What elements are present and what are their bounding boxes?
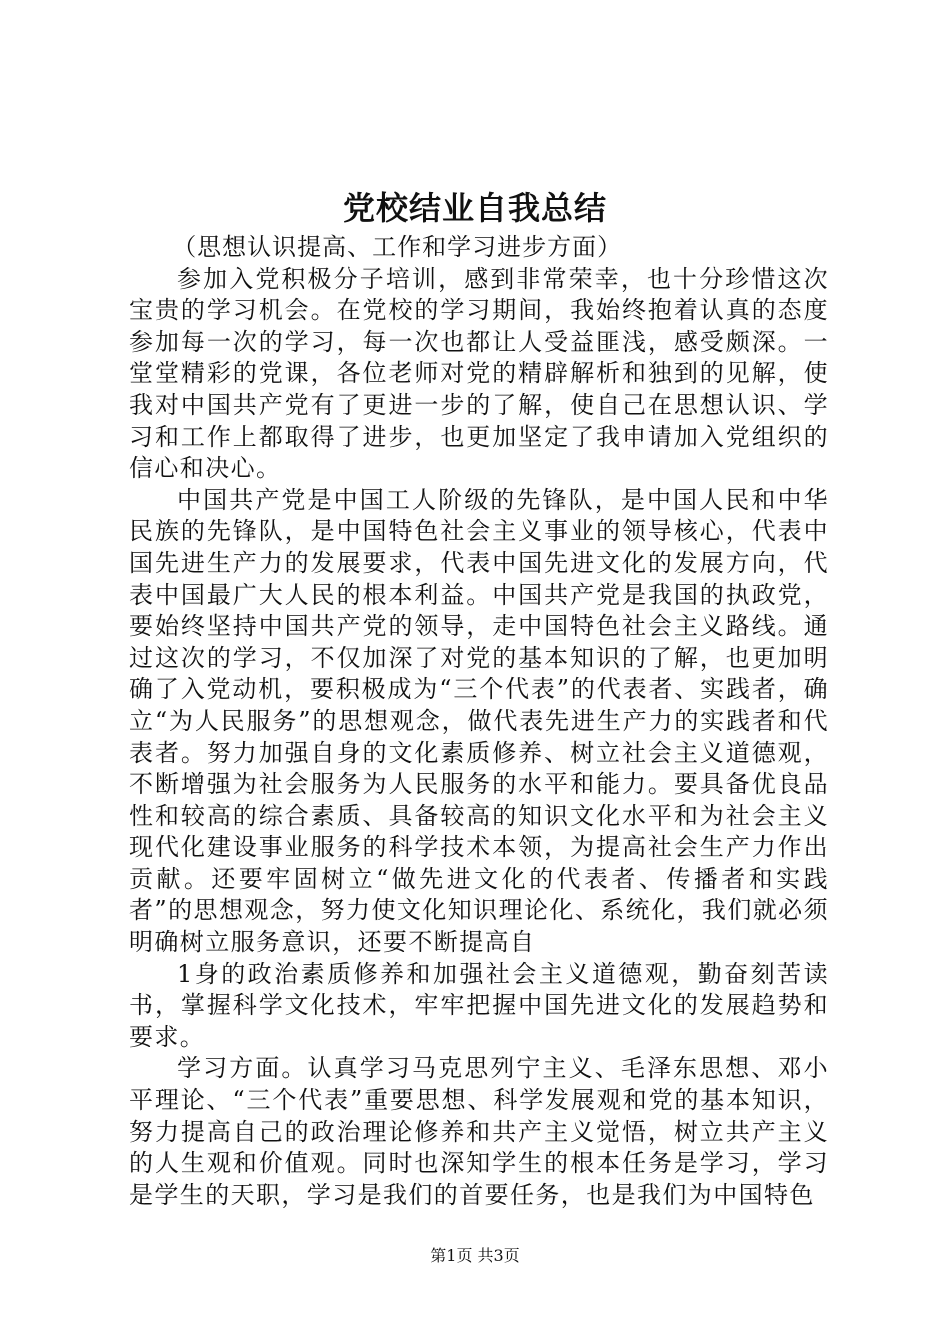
page-indicator: 第1页 共3页: [430, 1246, 520, 1265]
paragraph-intro: 参加入党积极分子培训，感到非常荣幸，也十分珍惜这次宝贵的学习机会。在党校的学习期间，我始终抱着认真的态度参加每一次的学习，每一次也都让人受益匪浅，感受颇深。一堂堂精彩的党课，各位老师对党的精辟解析和独到的见解，使我对中国共产党有了更进一步的了解，使自己在思想认识、学习和工作上都取得了进步，也更加坚定了我申请加入党组织的信心和决心。: [129, 264, 829, 483]
paragraph-party-nature: 中国共产党是中国工人阶级的先锋队，是中国人民和中华民族的先锋队，是中国特色社会主义事业的领导核心，代表中国先进生产力的发展要求，代表中国先进文化的发展方向，代表中国最广大人民的根本利益。中国共产党是我国的执政党，要始终坚持中国共产党的领导，走中国特色社会主义路线。通过这次的学习，不仅加深了对党的基本知识的了解，也更加明确了入党动机，要积极成为“三个代表”的代表者、实践者，确立“为人民服务”的思想观念，做代表先进生产力的实践者和代表者。努力加强自身的文化素质修养、树立社会主义道德观，不断增强为社会服务为人民服务的水平和能力。要具备优良品性和较高的综合素质、具备较高的知识文化水平和为社会主义现代化建设事业服务的科学技术本领，为提高社会生产力作出贡献。还要牢固树立“做先进文化的代表者、传播者和实践者”的思想观念，努力使文化知识理论化、系统化，我们就必须明确树立服务意识，还要不断提高自: [129, 485, 829, 957]
paragraph-study: 学习方面。认真学习马克思列宁主义、毛泽东思想、邓小平理论、“三个代表”重要思想、科学发展观和党的基本知识，努力提高自己的政治理论修养和共产主义觉悟，树立共产主义的人生观和价值观。同时也深知学生的根本任务是学习，学习是学生的天职，学习是我们的首要任务，也是我们为中国特色: [129, 1054, 829, 1209]
paragraph-continuation: 1身的政治素质修养和加强社会主义道德观，勤奋刻苦读书，掌握科学文化技术，牢牢把握中国先进文化的发展趋势和要求。: [129, 959, 829, 1051]
document-subtitle: （思想认识提高、工作和学习进步方面）: [172, 233, 623, 261]
document-title: 党校结业自我总结: [342, 189, 607, 227]
document-body: [129, 232, 829, 1211]
